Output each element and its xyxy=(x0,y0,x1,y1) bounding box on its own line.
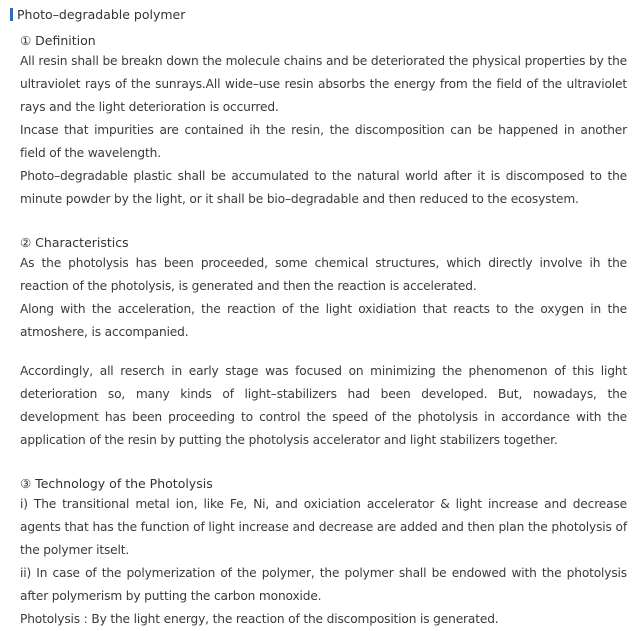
title-accent-bar xyxy=(10,8,13,21)
paragraph: Along with the acceleration, the reaction of the light oxidiation that reacts to the oxygen in the atmoshere, is accompanied. xyxy=(20,302,627,339)
spacer xyxy=(20,344,627,360)
section-technology xyxy=(10,474,627,631)
paragraph: i) The transitional metal ion, like Fe, Ni, and oxiciation accelerator & light increase and decrease agents that has the function of light increase and decrease are added and then plan the photolysis of the polymer itselt. xyxy=(20,497,627,557)
section-heading: ③ Technology of the Photolysis xyxy=(20,476,213,491)
paragraph: ii) In case of the polymerization of the polymer, the polymer shall be endowed with the photolysis after polymerism by putting the carbon monoxide. xyxy=(20,566,627,603)
paragraph: Accordingly, all reserch in early stage was focused on minimizing the phenomenon of this light deterioration so, many kinds of light–stabilizers had been developed. But, nowadays, the development has been proceeding to control the speed of the photolysis in accordance with the application of the resin by putting the photolysis accelerator and light stabilizers together. xyxy=(20,364,627,447)
paragraph: All resin shall be breakn down the molecule chains and be deteriorated the physical properties by the ultraviolet rays of the sunrays.All wide–use resin absorbs the energy from the field of the ultraviolet rays and the light deterioration is occurred. xyxy=(20,54,627,114)
spacer xyxy=(10,452,627,474)
section-heading: ① Definition xyxy=(20,33,96,48)
paragraph: Photolysis : By the light energy, the reaction of the discomposition is generated. xyxy=(20,612,499,626)
section-characteristics xyxy=(10,233,627,452)
page-title: Photo–degradable polymer xyxy=(17,6,186,22)
section-definition xyxy=(10,31,627,211)
paragraph: Incase that impurities are contained ih the resin, the discomposition can be happened in another field of the wavelength. xyxy=(20,123,627,160)
section-heading: ② Characteristics xyxy=(20,235,129,250)
paragraph: Photo–degradable plastic shall be accumulated to the natural world after it is discomposed to the minute powder by the light, or it shall be bio–degradable and then reduced to the ecosystem. xyxy=(20,169,627,206)
spacer xyxy=(10,211,627,233)
title-row xyxy=(10,5,627,23)
paragraph: As the photolysis has been proceeded, some chemical structures, which directly involve ih the reaction of the photolysis, is generated and then the reaction is accelerated. xyxy=(20,256,627,293)
